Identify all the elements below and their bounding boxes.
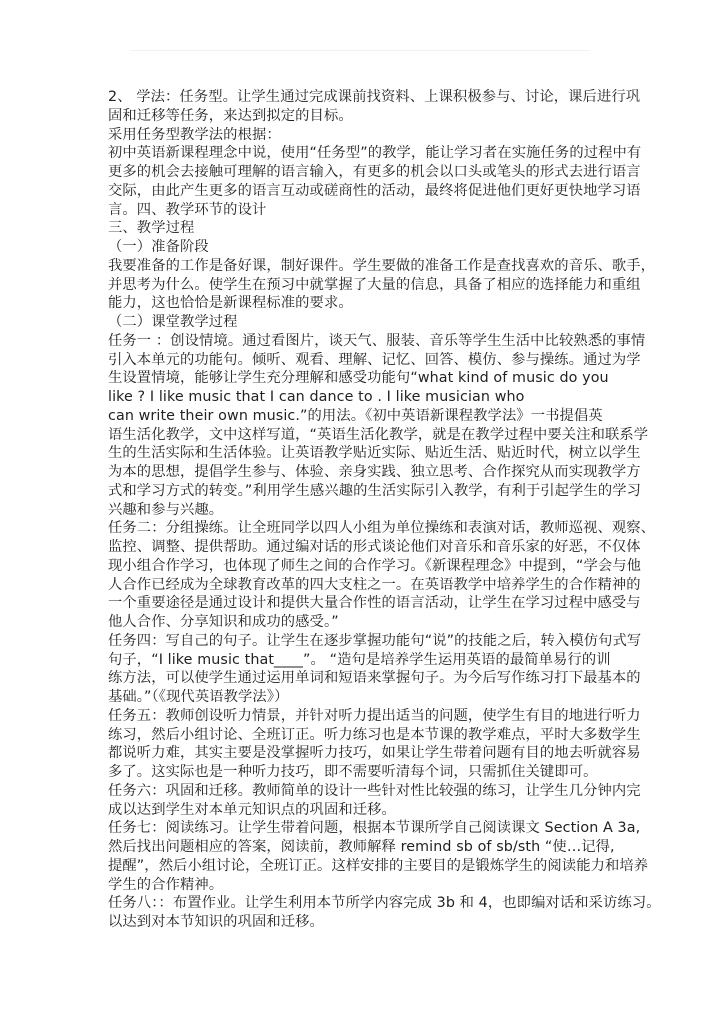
text-line: 任务七：阅读练习。让学生带着问题，根据本节课所学自己阅读课文 Section A 3a, [108,820,641,837]
text-line: 多了。这实际也是一种听力技巧，即不需要听清每个词，只需抓住关键即可。 [108,764,598,780]
text-line: 采用任务型教学法的根据： [108,126,281,143]
document-body [108,88,661,932]
text-line: 生的生活实际和生活体验。让英语教学贴近实际、贴近生活、贴近时代，树立以学生 [108,445,641,462]
text-line: 式和学习方式的转变。”利用学生感兴趣的生活实际引入教学，有利于引起学生的学习 [108,482,642,499]
text-line: 都说听力难，其实主要是没掌握听力技巧，如果让学生带着问题有目的地去听就容易 [108,745,641,762]
text-line: 任务四：写自己的句子。让学生在逐步掌握功能句“说”的技能之后，转入模仿句式写 [108,632,642,649]
text-line: 三、教学过程 [108,220,195,237]
text-line: 为本的思想，提倡学生参与、体验、亲身实践、独立思考、合作探究从而实现教学方 [108,464,641,480]
text-line: 我要准备的工作是备好课，制好课件。学生要做的准备工作是查找喜欢的音乐、歌手， [108,257,656,274]
text-line: 一个重要途径是通过设计和提供大量合作性的语言活动，让学生在学习过程中感受与 [108,595,641,612]
header-divider [130,50,590,51]
text-line: 以达到对本节知识的巩固和迁移。 [108,914,324,930]
text-line: 引入本单元的功能句。倾听、观看、理解、记忆、回答、模仿、参与操练。通过为学 [108,351,641,368]
text-line: 现小组合作学习，也体现了师生之间的合作学习。《新课程理念》中提到，“学会与他 [108,557,642,574]
text-line: 任务一 ：创设情境。通过看图片，谈天气、服装、音乐等学生生活中比较熟悉的事情 [108,332,646,349]
text-line: 任务五：教师创设听力情景，并针对听力提出适当的问题，使学生有目的地进行听力 [108,707,641,724]
text-line: 他人合作、分享知识和成功的感受。” [108,614,339,630]
text-line: 言。四、教学环节的设计 [108,201,267,218]
text-line: 人合作已经成为全球教育改革的四大支柱之一。在英语教学中培养学生的合作精神的 [108,576,641,593]
text-line: 固和迁移等任务，来达到拟定的目标。 [108,107,353,124]
text-line: 任务八：：布置作业。让学生利用本节所学内容完成 3b 和 4，也即编对话和采访练习。 [108,895,661,912]
text-line: 成以达到学生对本单元知识点的巩固和迁移。 [108,801,396,818]
text-line: 任务六：巩固和迁移。教师简单的设计一些针对性比较强的练习，让学生几分钟内完 [108,782,641,799]
text-line: 提醒”，然后小组讨论，全班订正。这样安排的主要目的是锻炼学生的阅读能力和培养 [108,857,649,874]
text-line: （一）准备阶段 [108,239,209,255]
text-line: 2、 学法：任务型。让学生通过完成课前找资料、上课积极参与、讨论，课后进行巩 [108,89,641,105]
text-line: 能力，这也恰恰是新课程标准的要求。 [108,295,353,312]
text-line: 句子，“I like music that____”。 “造句是培养学生运用英语的最简单易行的训 [108,651,611,668]
text-line: （二）课堂教学过程 [108,314,238,330]
text-line: 兴趣和参与兴趣。 [108,501,224,518]
text-line: can write their own music.”的用法。《初中英语新课程教学法》一书提倡英 [108,407,603,424]
text-line: 练方法，可以使学生通过运用单词和短语来掌握句子。为今后写作练习打下最基本的 [108,670,641,687]
text-line: 语生活化教学，文中这样写道，“英语生活化教学，就是在教学过程中要关注和联系学 [108,426,649,443]
text-line: 任务二：分组操练。让全班同学以四人小组为单位操练和表演对话，教师巡视、观察、 [108,520,656,537]
text-line: 初中英语新课程理念中说，使用“任务型”的教学，能让学习者在实施任务的过程中有 [108,145,642,162]
text-line: 练习，然后小组讨论、全班订正。听力练习也是本节课的教学难点，平时大多数学生 [108,726,641,743]
text-line: 监控、调整、提供帮助。通过编对话的形式谈论他们对音乐和音乐家的好恶，不仅体 [108,539,641,555]
text-line: 并思考为什么。使学生在预习中就掌握了大量的信息，具备了相应的选择能力和重组 [108,276,641,293]
text-line: 交际，由此产生更多的语言互动或磋商性的活动，最终将促进他们更好更快地学习语 [108,182,641,199]
text-line: 基础。”（《现代英语教学法》） [108,689,289,705]
text-line: 生设置情境，能够让学生充分理解和感受功能句“what kind of music do you [108,370,609,387]
text-line: 然后找出问题相应的答案，阅读前，教师解释 remind sb of sb/sth “使…记得, [108,839,615,855]
text-line: 学生的合作精神。 [108,876,224,893]
text-line: like ? I like music that I can dance to . I like musician who [108,389,525,405]
text-line: 更多的机会去接触可理解的语言输入，有更多的机会以口头或笔头的形式去进行语言 [108,164,641,180]
